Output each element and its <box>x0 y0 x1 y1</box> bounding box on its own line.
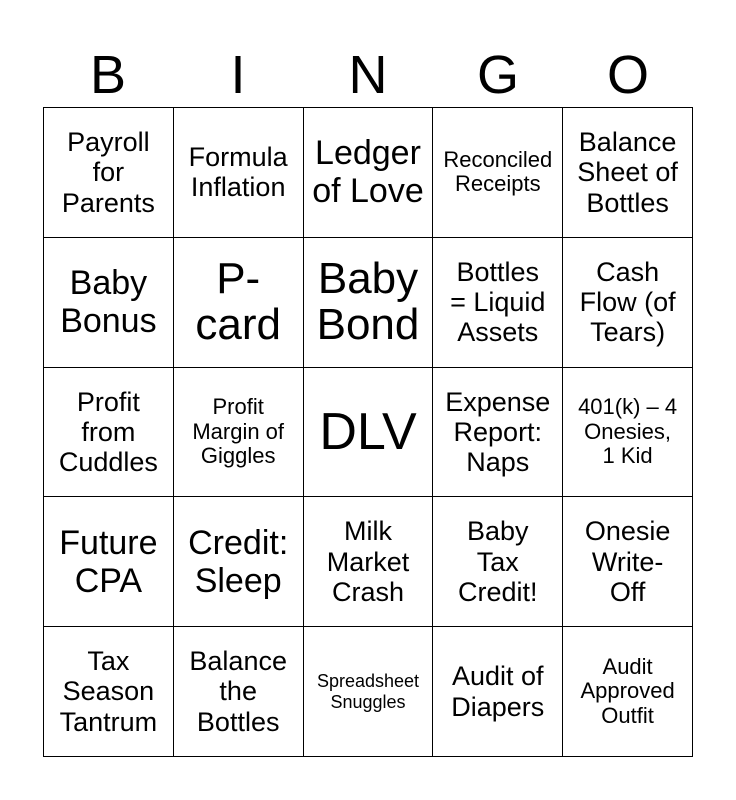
bingo-cell[interactable] <box>174 627 304 757</box>
bingo-cell[interactable] <box>174 368 304 498</box>
cell-text: Baby Bond <box>316 254 420 350</box>
bingo-cell[interactable] <box>563 627 693 757</box>
bingo-cell[interactable] <box>44 108 174 238</box>
header-letter-i: I <box>230 45 246 105</box>
bingo-cell[interactable] <box>433 368 563 498</box>
free-space-cell[interactable] <box>304 368 434 498</box>
cell-text: Onesie Write- Off <box>584 516 671 607</box>
bingo-cell[interactable] <box>44 368 174 498</box>
cell-text: Spreadsheet Snuggles <box>316 671 420 712</box>
cell-text: Future CPA <box>59 523 158 600</box>
cell-text: Balance Sheet of Bottles <box>577 127 678 218</box>
bingo-cell[interactable] <box>44 627 174 757</box>
bingo-cell[interactable] <box>563 108 693 238</box>
cell-text: DLV <box>319 402 417 461</box>
cell-text: Bottles = Liquid Assets <box>450 256 546 348</box>
bingo-cell[interactable] <box>563 238 693 368</box>
cell-text: Balance the Bottles <box>189 646 287 737</box>
header-letter-o: O <box>606 45 649 105</box>
bingo-cell[interactable] <box>433 108 563 238</box>
bingo-cell[interactable] <box>433 497 563 627</box>
cell-text: Reconciled Receipts <box>443 146 553 197</box>
bingo-cell[interactable] <box>174 497 304 627</box>
bingo-header <box>43 44 693 106</box>
cell-text: 401(k) – 4 Onesies, 1 Kid <box>578 394 678 469</box>
cell-text: Credit: Sleep <box>188 523 289 600</box>
cell-text: Baby Bonus <box>60 264 157 341</box>
bingo-grid <box>43 107 693 757</box>
header-letter-n: N <box>348 45 388 105</box>
bingo-cell[interactable] <box>433 627 563 757</box>
bingo-cell[interactable] <box>304 108 434 238</box>
cell-text: Audit Approved Outfit <box>580 653 675 728</box>
cell-text: Payroll for Parents <box>61 127 155 218</box>
cell-text: Expense Report: Naps <box>445 386 551 478</box>
bingo-cell[interactable] <box>174 108 304 238</box>
cell-text: Audit of Diapers <box>451 661 545 722</box>
bingo-cell[interactable] <box>433 238 563 368</box>
cell-text: Tax Season Tantrum <box>59 646 158 737</box>
cell-text: Ledger of Love <box>312 134 424 211</box>
bingo-cell[interactable] <box>174 238 304 368</box>
bingo-cell[interactable] <box>563 368 693 498</box>
cell-text: Baby Tax Credit! <box>458 516 538 607</box>
cell-text: Milk Market Crash <box>326 516 410 607</box>
cell-text: Formula Inflation <box>188 142 288 203</box>
bingo-cell[interactable] <box>304 497 434 627</box>
cell-text: P- card <box>195 254 281 350</box>
bingo-cell[interactable] <box>563 497 693 627</box>
bingo-cell[interactable] <box>44 238 174 368</box>
header-letter-g: G <box>476 45 519 105</box>
bingo-cell[interactable] <box>304 627 434 757</box>
cell-text: Profit Margin of Giggles <box>192 394 285 469</box>
header-letter-b: B <box>89 45 127 105</box>
bingo-cell[interactable] <box>44 497 174 627</box>
cell-text: Profit from Cuddles <box>58 386 158 478</box>
bingo-cell[interactable] <box>304 238 434 368</box>
cell-text: Cash Flow (of Tears) <box>579 256 676 348</box>
